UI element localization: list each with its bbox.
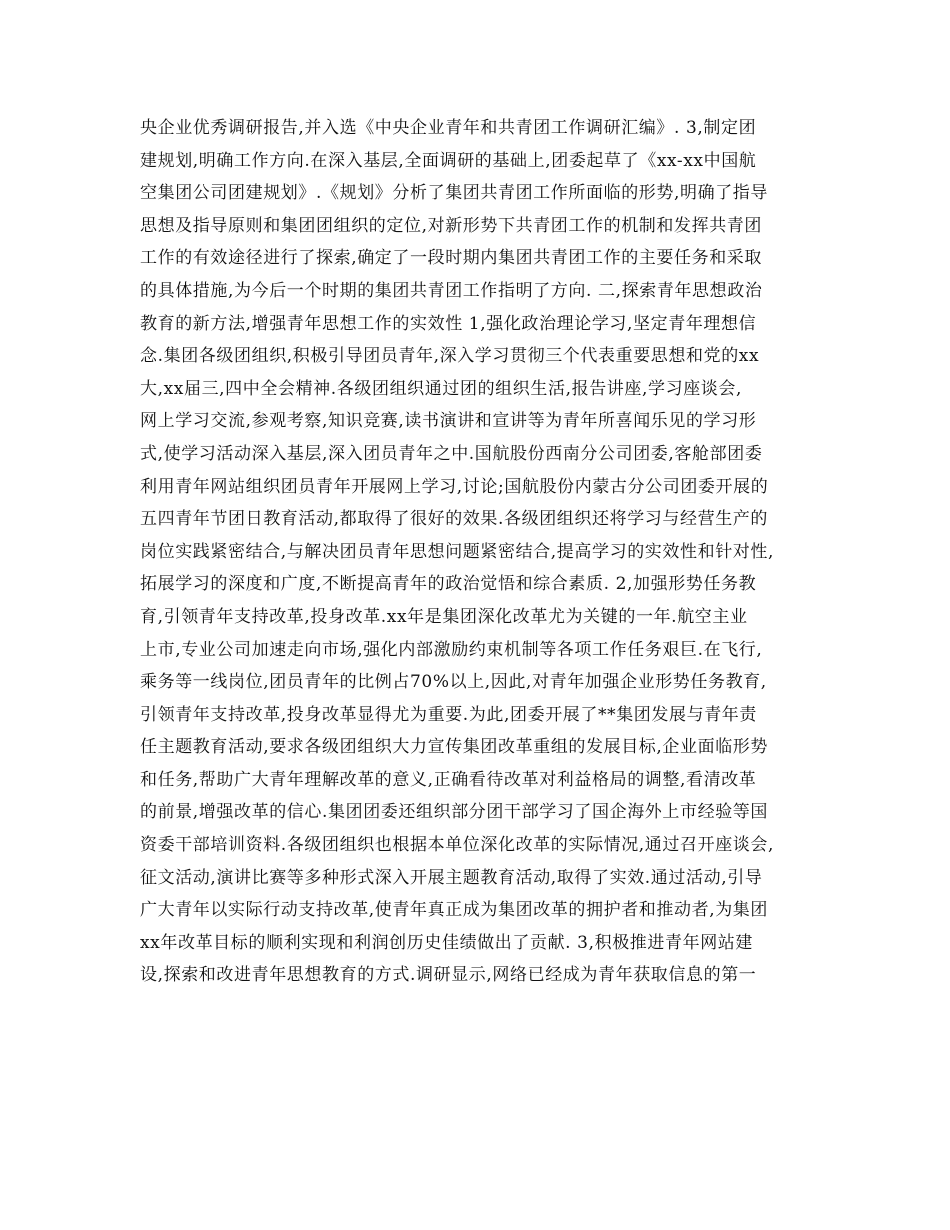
text-line: 征文活动,演讲比赛等多种形式深入开展主题教育活动,取得了实效.通过活动,引导 [140,867,763,888]
text-line: 和任务,帮助广大青年理解改革的意义,正确看待改革对利益格局的调整,看清改革 [140,769,757,790]
text-line: 任主题教育活动,要求各级团组织大力宣传集团改革重组的发展目标,企业面临形势 [140,737,769,758]
text-line: 思想及指导原则和集团团组织的定位,对新形势下共青团工作的机制和发挥共青团 [140,215,763,236]
text-line: xx年改革目标的顺利实现和利润创历史佳绩做出了贡献. 3,积极推进青年网站建 [140,932,754,953]
text-line: 工作的有效途径进行了探索,确定了一段时期内集团共青团工作的主要任务和采取 [140,248,763,269]
text-line: 式,使学习活动深入基层,深入团员青年之中.国航股份西南分公司团委,客舱部团委 [140,443,763,464]
text-line: 建规划,明确工作方向.在深入基层,全面调研的基础上,团委起草了《xx-xx中国航 [140,150,757,171]
text-line: 利用青年网站组织团员青年开展网上学习,讨论;国航股份内蒙古分公司团委开展的 [140,476,769,497]
text-line: 网上学习交流,参观考察,知识竞赛,读书演讲和宣讲等为青年所喜闻乐见的学习形 [140,411,757,432]
text-line: 上市,专业公司加速走向市场,强化内部激励约束机制等各项工作任务艰巨.在飞行, [140,639,763,660]
text-line: 岗位实践紧密结合,与解决团员青年思想问题紧密结合,提高学习的实效性和针对性, [140,541,775,562]
text-line: 资委干部培训资料.各级团组织也根据本单位深化改革的实际情况,通过召开座谈会, [140,835,775,856]
text-line: 的前景,增强改革的信心.集团团委还组织部分团干部学习了国企海外上市经验等国 [140,802,769,823]
text-line: 引领青年支持改革,投身改革显得尤为重要.为此,团委开展了**集团发展与青年责 [140,704,758,725]
text-line: 央企业优秀调研报告,并入选《中央企业青年和共青团工作调研汇编》. 3,制定团 [140,118,757,138]
text-line: 的具体措施,为今后一个时期的集团共青团工作指明了方向. 二,探索青年思想政治 [140,280,763,301]
text-line: 教育的新方法,增强青年思想工作的实效性 1,强化政治理论学习,坚定青年理想信 [140,313,757,334]
text-line: 广大青年以实际行动支持改革,使青年真正成为集团改革的拥护者和推动者,为集团 [140,900,769,921]
body-text [140,112,830,992]
text-line: 五四青年节团日教育活动,都取得了很好的效果.各级团组织还将学习与经营生产的 [140,509,769,530]
text-line: 拓展学习的深度和广度,不断提高青年的政治觉悟和综合素质. 2,加强形势任务教 [140,574,757,595]
text-line: 念.集团各级团组织,积极引导团员青年,深入学习贯彻三个代表重要思想和党的xx [140,346,760,367]
text-line: 大,xx届三,四中全会精神.各级团组织通过团的组织生活,报告讲座,学习座谈会, [140,378,742,399]
text-line: 乘务等一线岗位,团员青年的比例占70%以上,因此,对青年加强企业形势任务教育, [140,672,767,693]
text-line: 育,引领青年支持改革,投身改革.xx年是集团深化改革尤为关键的一年.航空主业 [140,606,748,627]
text-line: 空集团公司团建规划》.《规划》分析了集团共青团工作所面临的形势,明确了指导 [140,183,769,204]
text-line: 设,探索和改进青年思想教育的方式.调研显示,网络已经成为青年获取信息的第一 [140,965,757,986]
